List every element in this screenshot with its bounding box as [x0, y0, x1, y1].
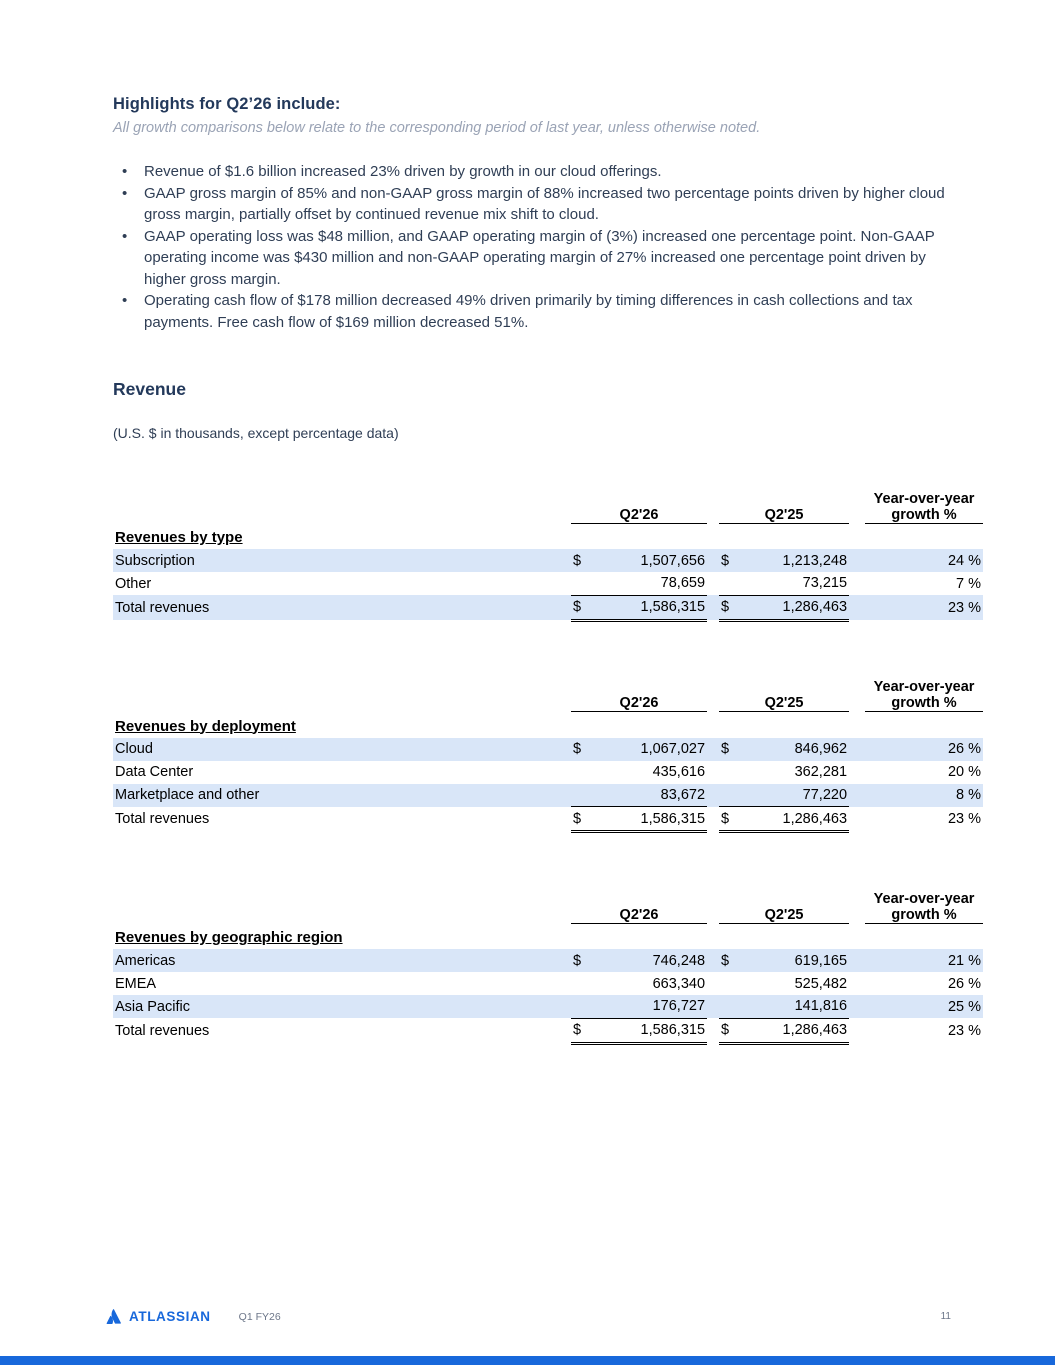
value-growth: 7 % [956, 575, 982, 592]
bullet-item: • GAAP gross margin of 85% and non-GAAP gross margin of 88% increased two percentage points driven by higher cloud gross margin, partially offset by continued revenue mix shift to cloud. [113, 183, 949, 226]
growth-header-line1: Year-over-year [873, 490, 975, 507]
value-q225: 77,220 [743, 784, 849, 807]
bullet-item: • GAAP operating loss was $48 million, and GAAP operating margin of (3%) increased one percentage point. Non-GAAP operating income was $430 million and non-GAAP operating margin of 27% increased one percentage point driven by higher gross margin. [113, 226, 949, 291]
row-label: Data Center [115, 764, 194, 780]
row-label: Total revenues [115, 1022, 210, 1039]
value-q226: 1,586,315 [595, 595, 707, 620]
revenues-by-type-table [113, 485, 983, 622]
value-growth: 8 % [865, 784, 983, 807]
row-label: EMEA [115, 975, 157, 992]
table-row [113, 738, 983, 761]
value-q226: 1,586,315 [595, 807, 707, 832]
currency-symbol: $ [719, 807, 743, 832]
table-row [113, 549, 983, 572]
section-label: Revenues by geographic region [115, 929, 343, 946]
value-q225: 846,962 [743, 738, 849, 761]
revenues-by-region-table [113, 885, 983, 1045]
value-q225: 619,165 [743, 949, 849, 972]
section-label: Revenues by type [115, 529, 243, 546]
value-q226: 1,507,656 [595, 549, 707, 572]
value-growth: 24 % [865, 549, 983, 572]
column-header-q226: Q2'26 [571, 485, 707, 523]
growth-header-line2: growth % [891, 506, 957, 523]
currency-symbol: $ [719, 949, 743, 972]
value-q226: 83,672 [595, 784, 707, 807]
value-q226: 663,340 [652, 975, 706, 992]
value-growth: 23 % [947, 811, 982, 827]
column-header-q225: Q2'25 [719, 674, 849, 712]
value-q225: 73,215 [802, 575, 848, 592]
currency-symbol: $ [571, 595, 595, 620]
highlights-title: Highlights for Q2’26 include: [113, 95, 341, 113]
value-q225: 1,286,463 [743, 807, 849, 832]
currency-symbol: $ [719, 738, 743, 761]
currency-symbol: $ [571, 738, 595, 761]
currency-symbol [719, 572, 743, 595]
column-header-q225: Q2'25 [719, 485, 849, 523]
footer-quarter-label: Q1 FY26 [238, 1310, 281, 1323]
row-label: Subscription [113, 549, 571, 572]
highlights-bullet-list [113, 161, 949, 333]
table-header-row [113, 885, 983, 923]
currency-symbol [571, 972, 595, 995]
growth-header-line2: growth % [891, 906, 957, 923]
value-q226: 746,248 [595, 949, 707, 972]
currency-symbol [571, 995, 595, 1018]
column-header-q225: Q2'25 [719, 885, 849, 923]
column-header-q226: Q2'26 [571, 885, 707, 923]
bullet-item: • Revenue of $1.6 billion increased 23% driven by growth in our cloud offerings. [113, 161, 949, 183]
table-row [113, 572, 983, 595]
value-q225: 141,816 [743, 995, 849, 1018]
row-label: Americas [113, 949, 571, 972]
row-label: Marketplace and other [113, 784, 571, 807]
table-row [113, 972, 983, 995]
atlassian-logo-icon [105, 1308, 122, 1325]
value-q226: 176,727 [595, 995, 707, 1018]
value-q225: 1,286,463 [743, 595, 849, 620]
column-header-growth [865, 674, 983, 712]
value-growth: 23 % [865, 595, 983, 620]
value-growth: 26 % [865, 738, 983, 761]
value-q226: 78,659 [660, 575, 706, 592]
table-row [113, 784, 983, 807]
value-q226: 1,067,027 [595, 738, 707, 761]
atlassian-brand [105, 1308, 211, 1325]
currency-symbol [719, 784, 743, 807]
row-label: Asia Pacific [113, 995, 571, 1018]
row-label: Cloud [113, 738, 571, 761]
section-label-row [113, 712, 983, 738]
table-header-row [113, 485, 983, 523]
row-label: Other [115, 575, 152, 592]
table-row [113, 995, 983, 1018]
value-q225: 1,286,463 [743, 1018, 849, 1043]
table-row [113, 949, 983, 972]
column-header-q226: Q2'26 [571, 674, 707, 712]
currency-symbol: $ [719, 1018, 743, 1043]
page-footer [105, 1308, 951, 1325]
revenues-by-deployment-table [113, 674, 983, 834]
value-q225: 1,213,248 [743, 549, 849, 572]
currency-symbol [571, 761, 595, 784]
row-label: Total revenues [113, 595, 571, 620]
currency-symbol: $ [571, 549, 595, 572]
growth-header-line2: growth % [891, 695, 957, 711]
currency-symbol [571, 784, 595, 807]
footer-accent-bar [0, 1356, 1055, 1365]
currency-symbol [719, 761, 743, 784]
value-growth: 23 % [947, 1022, 982, 1039]
value-q225: 362,281 [794, 764, 848, 780]
total-row [113, 595, 983, 620]
section-label-row [113, 523, 983, 549]
currency-symbol [719, 972, 743, 995]
column-header-growth [865, 885, 983, 923]
currency-symbol: $ [719, 549, 743, 572]
currency-symbol [719, 995, 743, 1018]
growth-header-line1: Year-over-year [873, 890, 975, 907]
total-row [113, 807, 983, 832]
section-label: Revenues by deployment [115, 717, 296, 735]
section-label-row [113, 923, 983, 949]
table-header-row [113, 674, 983, 712]
growth-header-line1: Year-over-year [873, 679, 975, 695]
value-growth: 25 % [865, 995, 983, 1018]
highlights-subtitle: All growth comparisons below relate to the corresponding period of last year, unless otherwise noted. [113, 120, 761, 136]
brand-wordmark: ATLASSIAN [129, 1309, 211, 1324]
currency-symbol: $ [571, 1018, 595, 1043]
currency-symbol: $ [719, 595, 743, 620]
value-growth: 21 % [865, 949, 983, 972]
total-row [113, 1018, 983, 1043]
value-growth: 26 % [947, 975, 982, 992]
bullet-item: • Operating cash flow of $178 million decreased 49% driven primarily by timing differences in cash collections and tax payments. Free cash flow of $169 million decreased 51%. [113, 290, 949, 333]
revenue-section-title: Revenue [113, 379, 186, 399]
column-header-growth [865, 485, 983, 523]
currency-symbol: $ [571, 949, 595, 972]
currency-symbol: $ [571, 807, 595, 832]
units-note: (U.S. $ in thousands, except percentage data) [113, 425, 399, 441]
page-number: 11 [940, 1311, 951, 1322]
value-q226: 435,616 [652, 764, 706, 780]
value-q225: 525,482 [794, 975, 848, 992]
currency-symbol [571, 572, 595, 595]
table-row [113, 761, 983, 784]
row-label: Total revenues [115, 811, 210, 827]
value-q226: 1,586,315 [595, 1018, 707, 1043]
value-growth: 20 % [947, 764, 982, 780]
